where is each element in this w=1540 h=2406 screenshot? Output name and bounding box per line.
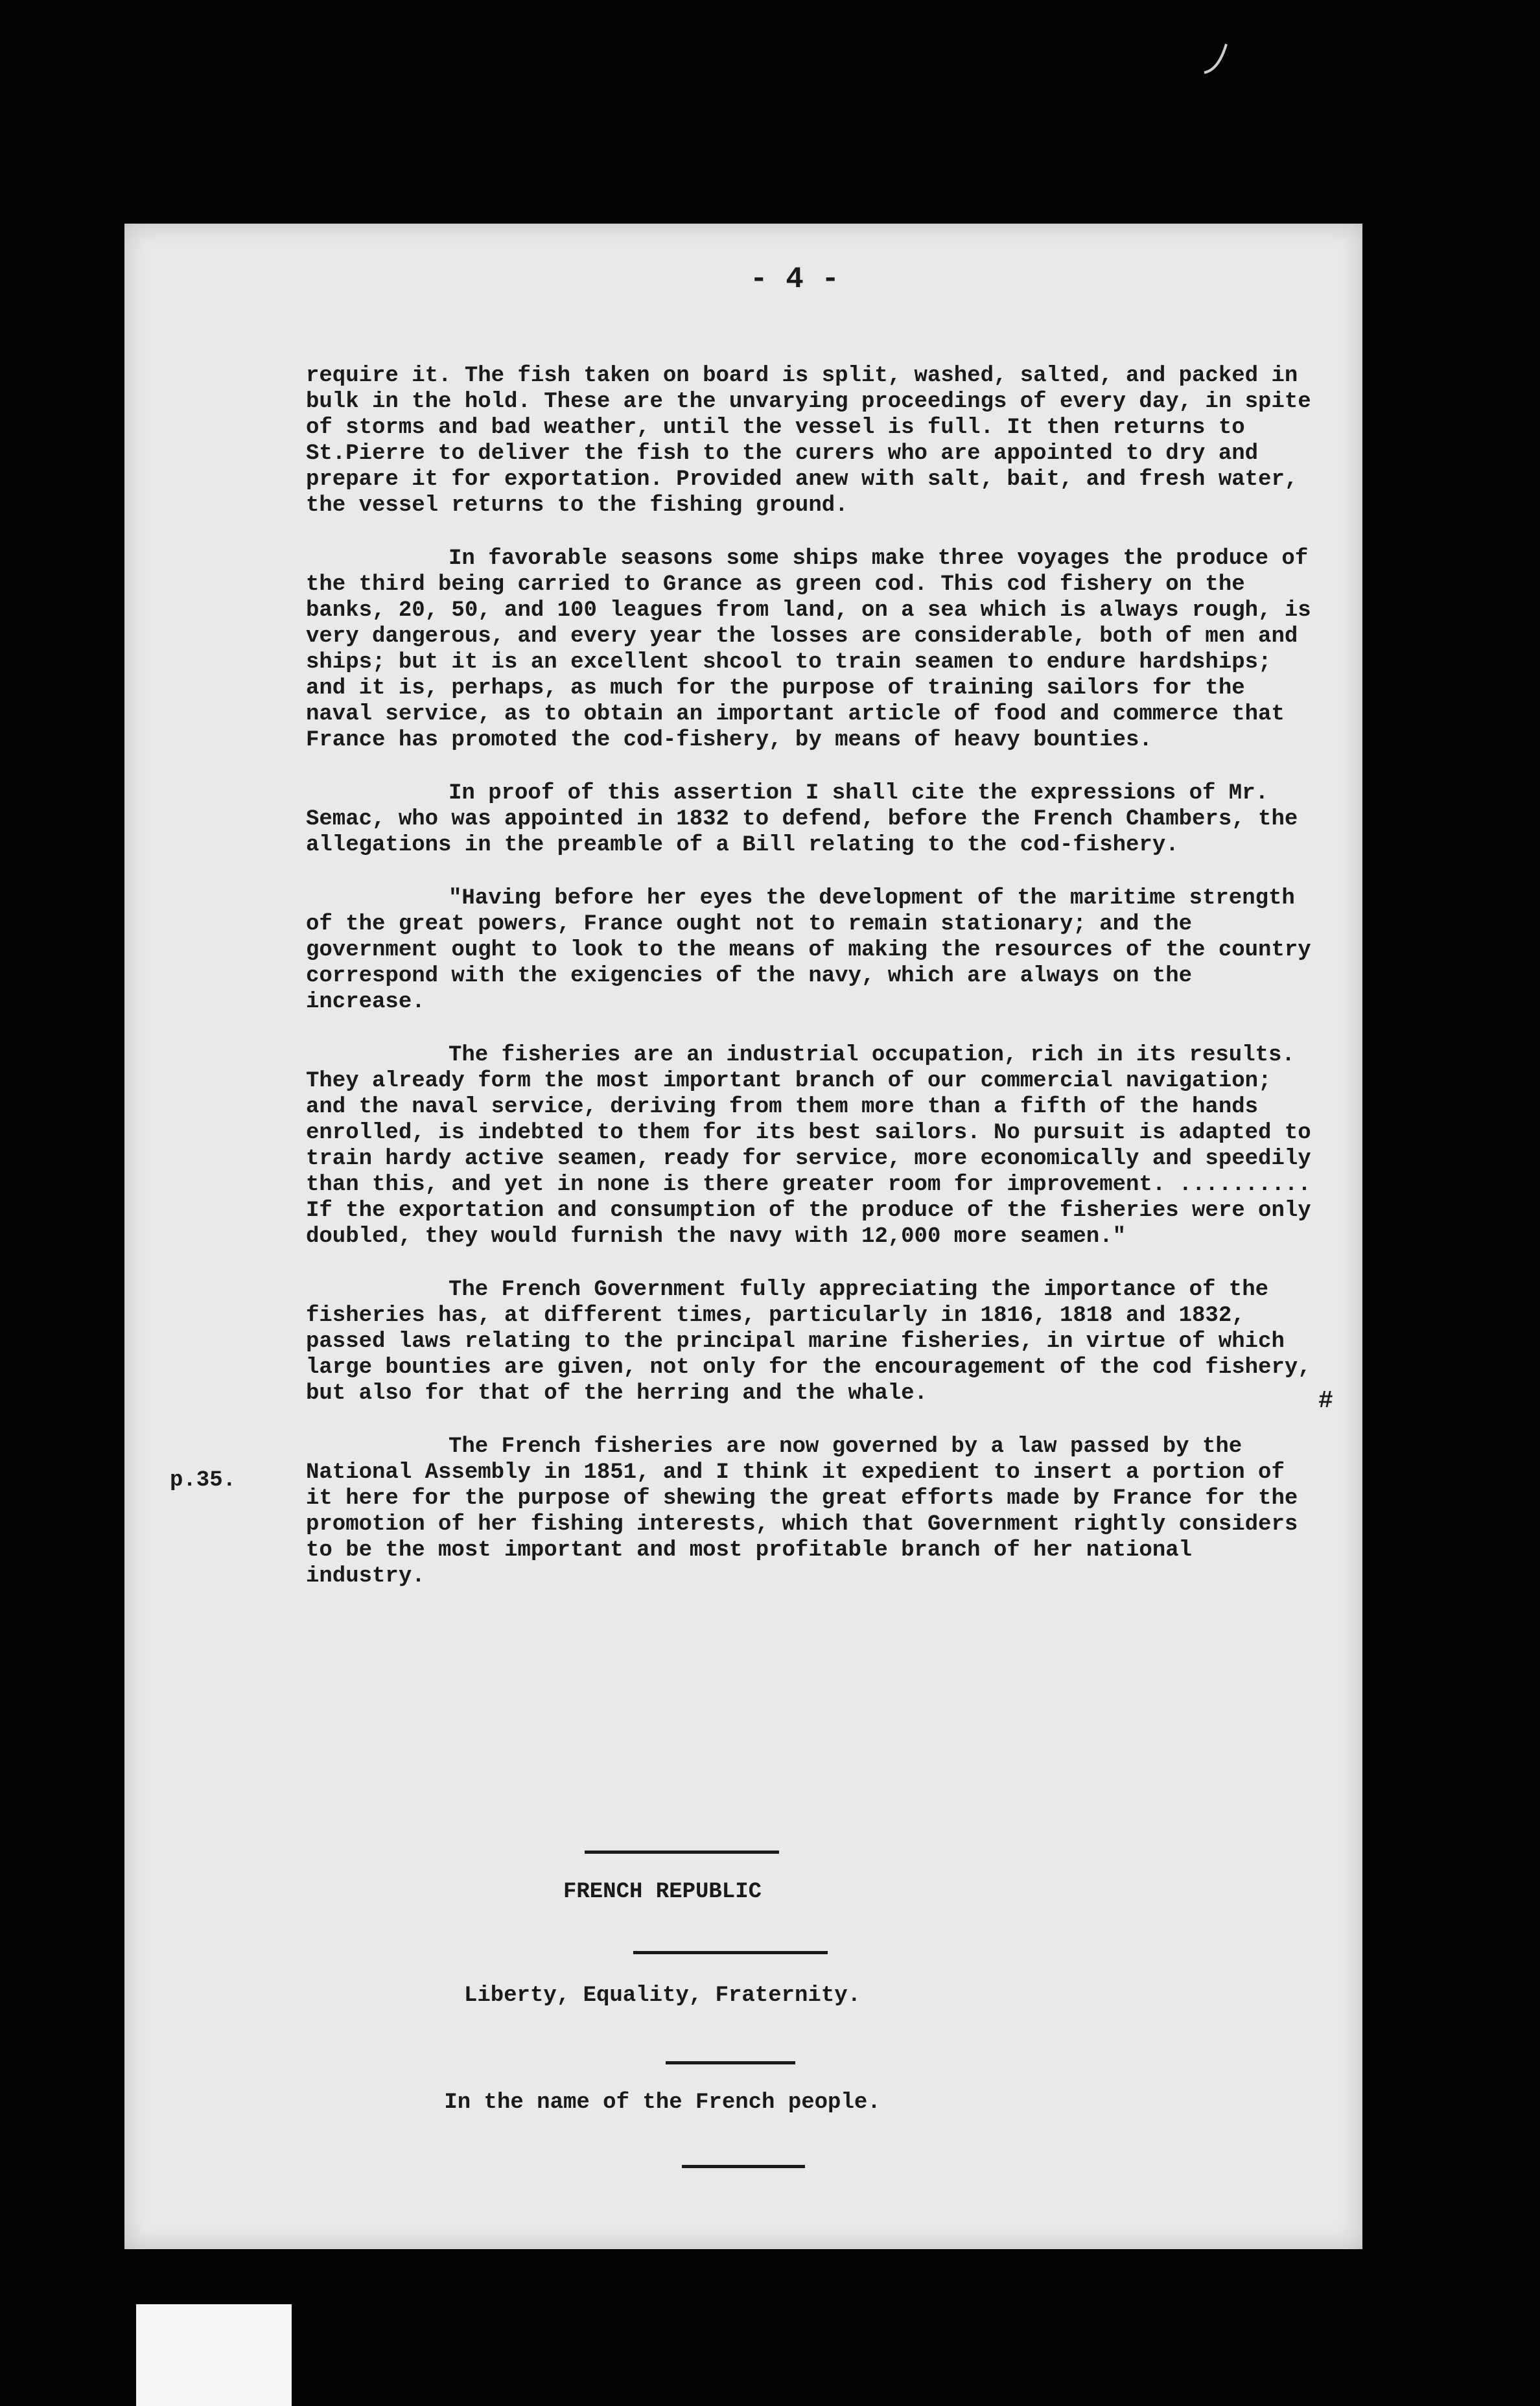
divider-rule-1 [585, 1851, 779, 1854]
margin-page-reference: p.35. [170, 1468, 237, 1493]
name-of-people-line: In the name of the French people. [444, 2090, 881, 2115]
paragraph-6: The French Government fully appreciating the importance of the fisheries has, at different times, particularly in 1816, 1818 and 1832, passed laws relating to the principal marine fisheries, in virtue of which large bounties are given, not only for the encouragement of the cod fishery, but also for that of the herring and the whale. [306, 1278, 1311, 1406]
divider-rule-4 [682, 2165, 805, 2168]
corner-scratch-mark [1199, 39, 1231, 78]
divider-rule-3 [666, 2061, 795, 2064]
heading-french-republic: FRENCH REPUBLIC [563, 1880, 762, 1904]
document-page [124, 224, 1362, 2249]
paragraph-4-quote: "Having before her eyes the development of the maritime strength of the great powers, France ought not to remain stationary; and the government ought to look to the means of making the resources of the country correspond with the exigencies of the navy, which are always on the increase. [306, 886, 1311, 1014]
hash-mark: # [1318, 1387, 1333, 1415]
paragraph-5-quote: The fisheries are an industrial occupation, rich in its results. They already form the most important branch of our commercial navigation; and the naval service, deriving from them more than a fifth of the hands enrolled, is indebted to them for its best sailors. No pursuit is adapted to train hardy active seamen, ready for service, more economically and speedily than this, and yet in none is there greater room for improvement. .......... If the exportation and consumption of the produce of the fisheries were only doubled, they would furnish the navy with 12,000 more seamen." [306, 1043, 1311, 1249]
paragraph-1: require it. The fish taken on board is split, washed, salted, and packed in bulk in the hold. These are the unvarying proceedings of every day, in spite of storms and bad weather, until the vessel is full. It then returns to St.Pierre to deliver the fish to the curers who are appointed to dry and prepare it for exportation. Provided anew with salt, bait, and fresh water, the vessel returns to the fishing ground. [306, 364, 1311, 518]
paragraph-7: The French fisheries are now governed by a law passed by the National Assembly in 1851, and I think it expedient to insert a portion of it here for the purpose of shewing the great efforts made by France for the promotion of her fishing interests, which that Government rightly considers to be the most important and most profitable branch of her national industry. [306, 1434, 1298, 1589]
body-text [306, 363, 1324, 1617]
page-number: - 4 - [750, 263, 840, 296]
motto-line: Liberty, Equality, Fraternity. [463, 1983, 861, 2008]
paragraph-2: In favorable seasons some ships make three voyages the produce of the third being carried to Grance as green cod. This cod fishery on the banks, 20, 50, and 100 leagues from land, on a sea which is always rough, is very dangerous, and every year the losses are considerable, both of men and ships; but it is an excellent shcool to train seamen to endure hardships; and it is, perhaps, as much for the purpose of training sailors for the naval service, as to obtain an important article of food and commerce that France has promoted the cod-fishery, by means of heavy bounties. [306, 546, 1311, 753]
white-tab-corner [136, 2304, 292, 2406]
divider-rule-2 [633, 1951, 828, 1954]
paragraph-3: In proof of this assertion I shall cite the expressions of Mr. Semac, who was appointed in 1832 to defend, before the French Chambers, the allegations in the preamble of a Bill relating to the cod-fishery. [306, 781, 1298, 858]
